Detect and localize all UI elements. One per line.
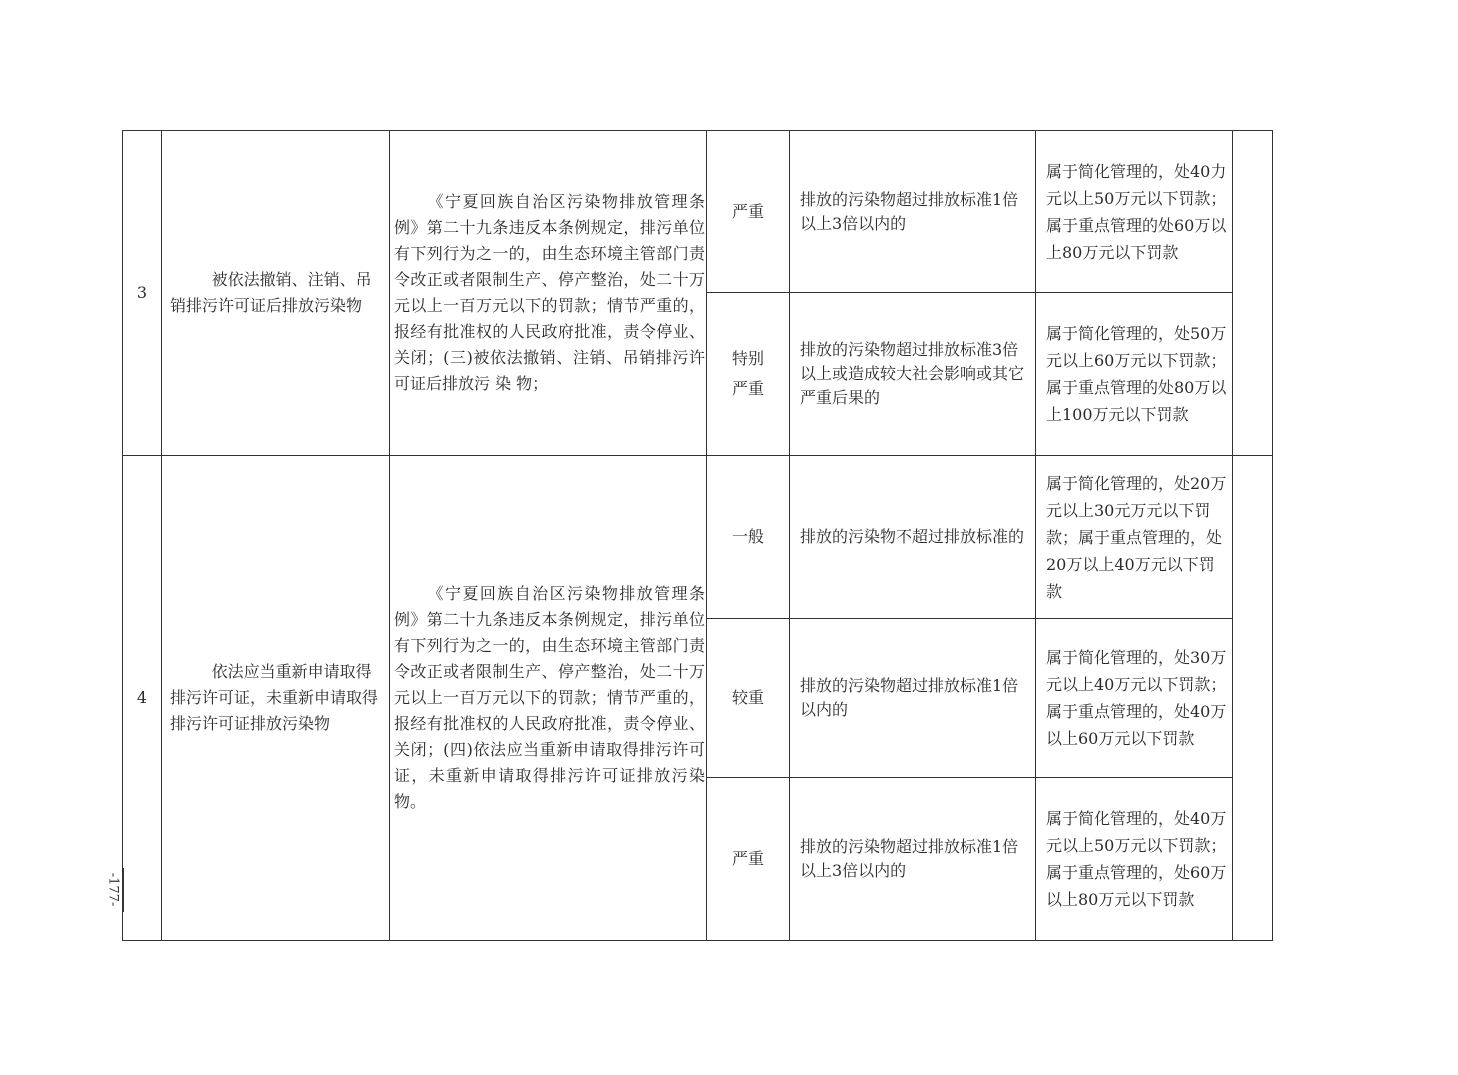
- remarks-cell: [1233, 131, 1273, 456]
- penalty-amount: 属于简化管理的，处40万元以上50万元以下罚款；属于重点管理的，处60万以上80万元以下罚款: [1036, 778, 1233, 941]
- item-number: 4: [123, 456, 162, 941]
- penalty-amount: 属于简化管理的，处50万元以上60万元以下罚款；属于重点管理的处80万以上100万元以下罚款: [1036, 293, 1233, 456]
- violation-condition: 排放的污染物超过排放标准1倍以上3倍以内的: [790, 778, 1036, 941]
- item-number: 3: [123, 131, 162, 456]
- severity-level: 严重: [707, 131, 790, 293]
- penalty-amount: 属于简化管理的，处20万元以上30元万元以下罚款；属于重点管理的，处20万以上40万元以下罚款: [1036, 456, 1233, 619]
- violation-condition: 排放的污染物超过排放标准1倍以内的: [790, 619, 1036, 778]
- violation-condition: 排放的污染物不超过排放标准的: [790, 456, 1036, 619]
- severity-level: 特别严重: [707, 293, 790, 456]
- severity-level: 严重: [707, 778, 790, 941]
- penalty-amount: 属于简化管理的，处30万元以上40万元以下罚款；属于重点管理的，处40万以上60万元以下罚款: [1036, 619, 1233, 778]
- penalty-standard-table: [122, 130, 1273, 941]
- severity-level: 较重: [707, 619, 790, 778]
- severity-level: 一般: [707, 456, 790, 619]
- legal-basis: 《宁夏回族自治区污染物排放管理条例》第二十九条违反本条例规定，排污单位有下列行为之一的，由生态环境主管部门责令改正或者限制生产、停产整治，处二十万元以上一百万元以下的罚款；情节严重的，报经有批准权的人民政府批准，责令停业、关闭；(三)被依法撤销、注销、吊销排污许可证后排放污 染 物；: [390, 131, 707, 456]
- violation-description: 被依法撤销、注销、吊销排污许可证后排放污染物: [162, 131, 390, 456]
- table-row: [123, 131, 1273, 293]
- violation-condition: 排放的污染物超过排放标准3倍以上或造成较大社会影响或其它严重后果的: [790, 293, 1036, 456]
- page-number: -177-: [102, 870, 124, 910]
- penalty-amount: 属于简化管理的，处40力元以上50万元以下罚款；属于重点管理的处60万以上80万元以下罚款: [1036, 131, 1233, 293]
- table-row: [123, 456, 1273, 619]
- remarks-cell: [1233, 456, 1273, 941]
- violation-condition: 排放的污染物超过排放标准1倍以上3倍以内的: [790, 131, 1036, 293]
- violation-description: 依法应当重新申请取得排污许可证，未重新申请取得排污许可证排放污染物: [162, 456, 390, 941]
- legal-basis: 《宁夏回族自治区污染物排放管理条例》第二十九条违反本条例规定，排污单位有下列行为之一的，由生态环境主管部门责令改正或者限制生产、停产整治，处二十万元以上一百万元以下的罚款；情节严重的，报经有批准权的人民政府批准，责令停业、关闭；(四)依法应当重新申请取得排污许可证，未重新申请取得排污许可证排放污染物。: [390, 456, 707, 941]
